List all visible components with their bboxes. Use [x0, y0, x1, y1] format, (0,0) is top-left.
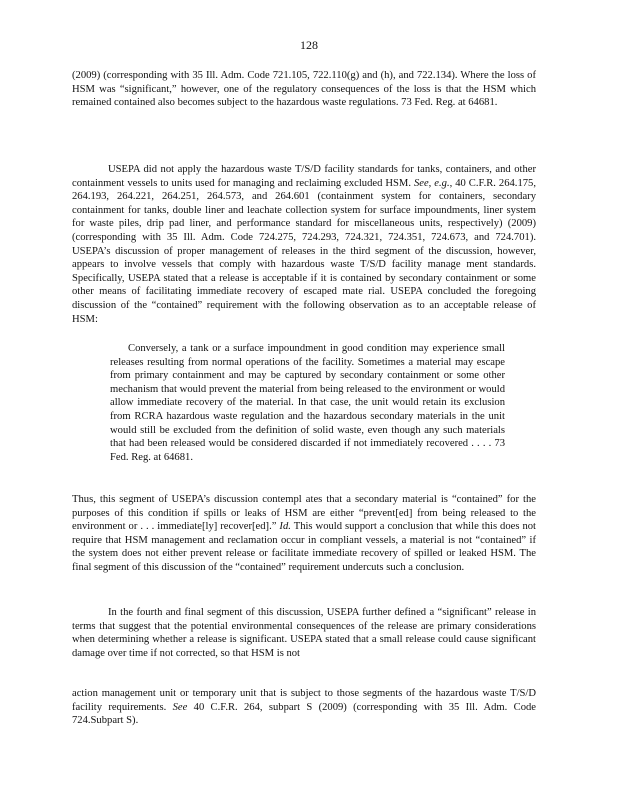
paragraph-text: (2009) (corresponding with 35 Ill. Adm. Code 721.105, 722.110(g) and (h), and 722.134). Where the loss of HSM was “significant,” however, one of the regulatory consequences of the loss is that the HSM which remained contained also becomes subject to the hazardous waste regulations. 73 Fed. Reg. at 64681. — [72, 70, 536, 109]
text-segment: 40 C.F.R. 264, subpart S (2009) (corresponding with 35 Ill. Adm. Code 724.Subpart S). — [72, 701, 536, 727]
text-segment: Thus, this segment of USEPA’s discussion contempl ates that a secondary material is “contained” for the purposes of this condition if spills or leaks of HSM are either “prevent[ed] from being released to the environment or . . . immediate[ly] recover[ed].” — [72, 494, 536, 533]
paragraph-text — [72, 687, 536, 728]
citation-signal: See — [172, 701, 188, 713]
block-quote — [110, 342, 505, 464]
paragraph-text: In the fourth and final segment of this discussion, USEPA further defined a “significant” release in terms that suggest that the potential environmental consequences of the release are primary considerations when determining whether a release is significant. USEPA stated that a small release could cause significant damage over time if not corrected, so that HSM is not — [72, 607, 536, 659]
paragraph-contained-segment — [72, 493, 536, 575]
text-segment: This would support a conclusion that while this does not require that HSM management and reclamation occur in compliant vessels, a material is not “contained” if the system does not either prevent release or facilitate immediate recovery of spilled or leaked HSM. The final segment of this discussion of the “contained” requirement undercuts such a conclusion. — [72, 521, 537, 573]
text-segment: 40 C.F.R. 264.175, 264.193, 264.221, 264.251, 264.573, and 264.601 (containment system for containers, secondary containment for tanks, double liner and leachate collection system for surface impoundments, liner system for waste piles, drip pad liner, and performance standard for miscellaneous units, respectively) (2009) (corresponding with 35 Ill. Adm. Code 724.275, 724.293, 724.321, 724.351, 724.673, and 724.701). USEPA’s discussion of proper management of releases in the third segment of the discussion, however, appears to involve vessels that comply with hazardous waste T/S/D facility manage ment standards. Specifically, USEPA stated that a release is acceptable if it is contained by secondary containment or some other means of facilitating immediate recovery of escaped mate rial. USEPA concluded the foregoing discussion of the “contained” requirement with the following observation as to an acceptable release of HSM: — [72, 177, 536, 325]
quote-text: Conversely, a tank or a surface impoundment in good condition may experience small releases resulting from normal operations of the facility. Sometimes a material may escape from primary containment and may be captured by secondary containment or some other mechanism that would prevent the material from being released to the environment or would allow immediate recovery of the material. In that case, the unit would retain its exclusion from RCRA hazardous waste regulation and the hazardous secondary materials in the unit would still be excluded from the definition of solid waste, even though any such materials that had been released would be considered discarded if not immediately recovered . . . . 73 Fed. Reg. at 64681. — [110, 343, 505, 463]
page-number: 128 — [300, 38, 318, 52]
paragraph-containment-standards — [72, 163, 536, 326]
paragraph-fourth-segment — [72, 606, 536, 660]
citation-signal: See, e.g., — [413, 177, 453, 189]
paragraph-continuation — [72, 69, 536, 110]
paragraph-text — [72, 163, 536, 326]
text-segment: action management unit or temporary unit that is subject to those segments of the hazardous waste T/S/D facility requirements. — [72, 688, 536, 713]
footnote-text — [72, 687, 536, 728]
citation-signal: Id. — [279, 521, 291, 533]
text-segment: USEPA did not apply the hazardous waste T/S/D facility standards for tanks, containers, and other containment vessels to units used for managing and reclaiming excluded HSM. — [72, 164, 536, 189]
paragraph-text — [72, 493, 536, 575]
